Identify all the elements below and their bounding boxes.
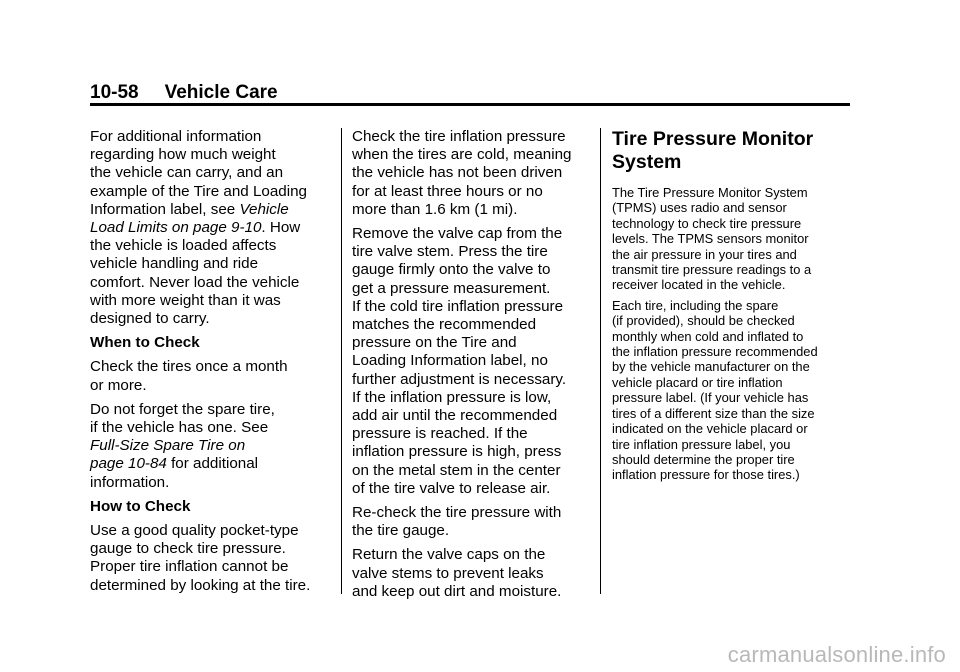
when-to-check-paragraph: Check the tires once a month or more. <box>90 358 288 394</box>
cold-tires-paragraph: Check the tire inflation pressure when the tires are cold, meaning the vehicle has not been driven for at least three hours or no more than 1.6 km (1 mi). <box>352 128 572 218</box>
valve-caps-return-paragraph: Return the valve caps on the valve stems to prevent leaks and keep out dirt and moisture. <box>352 546 562 600</box>
column-divider-1 <box>341 128 342 594</box>
watermark: carmanualsonline.info <box>727 642 946 667</box>
link-full-size-spare-tire-page[interactable]: page 10-84 <box>90 455 167 473</box>
tpms-spare-paragraph: Each tire, including the spare (if provided), should be checked monthly when cold and inflated to the inflation pressure recommended by the vehicle manufacturer on the vehicle placard or tire inflation pressure label. (If your vehicle has tires of a different size than the size indicated on the vehicle placard or tire inflation pressure label, you should determine the proper tire inflation pressure for those tires.) <box>612 297 818 483</box>
how-to-check-heading: How to Check <box>90 497 191 515</box>
header-rule <box>90 103 850 106</box>
page-header <box>90 82 278 104</box>
column-1 <box>90 128 340 601</box>
valve-cap-paragraph: Remove the valve cap from the tire valve stem. Press the tire gauge firmly onto the valve to get a pressure measurement. If the cold tire inflation pressure matches the recommended pressure on the Tire and Loading Information label, no further adjustment is necessary. If the inflation pressure is low, add air until the recommended pressure is reached. If the inflation pressure is high, press on the metal stem in the center of the tire valve to release air. <box>352 225 567 497</box>
how-to-check-paragraph: Use a good quality pocket-type gauge to check tire pressure. Proper tire inflation cannot be determined by looking at the tire. <box>90 522 311 594</box>
recheck-paragraph: Re-check the tire pressure with the tire gauge. <box>352 504 562 540</box>
column-3 <box>612 128 852 488</box>
page-number: 10-58 <box>90 82 139 103</box>
column-divider-2 <box>600 128 601 594</box>
tpms-intro-paragraph: The Tire Pressure Monitor System (TPMS) uses radio and sensor technology to check tire pressure levels. The TPMS sensors monitor the air pressure in your tires and transmit tire pressure readings to a receiver located in the vehicle. <box>612 185 812 293</box>
when-to-check-heading: When to Check <box>90 334 200 352</box>
column-2 <box>352 128 592 607</box>
link-vehicle-load-limits[interactable]: Vehicle <box>239 200 289 218</box>
section-title: Vehicle Care <box>164 82 278 103</box>
tpms-section-title: Tire Pressure Monitor System <box>612 128 814 173</box>
link-vehicle-load-limits-page[interactable]: Load Limits on page 9-10 <box>90 219 262 237</box>
spare-tire-paragraph: Do not forget the spare tire, if the vehicle has one. See Full-Size Spare Tire on page 10-84 for additional information. <box>90 400 275 491</box>
intro-paragraph: For additional information regarding how much weight the vehicle can carry, and an example of the Tire and Loading Information label, see Vehicle Load Limits on page 9-10. How the vehicle is loaded affects vehicle handling and ride comfort. Never load the vehicle with more weight than it was designed to carry. <box>90 128 307 328</box>
link-full-size-spare-tire[interactable]: Full-Size Spare Tire on <box>90 437 246 455</box>
